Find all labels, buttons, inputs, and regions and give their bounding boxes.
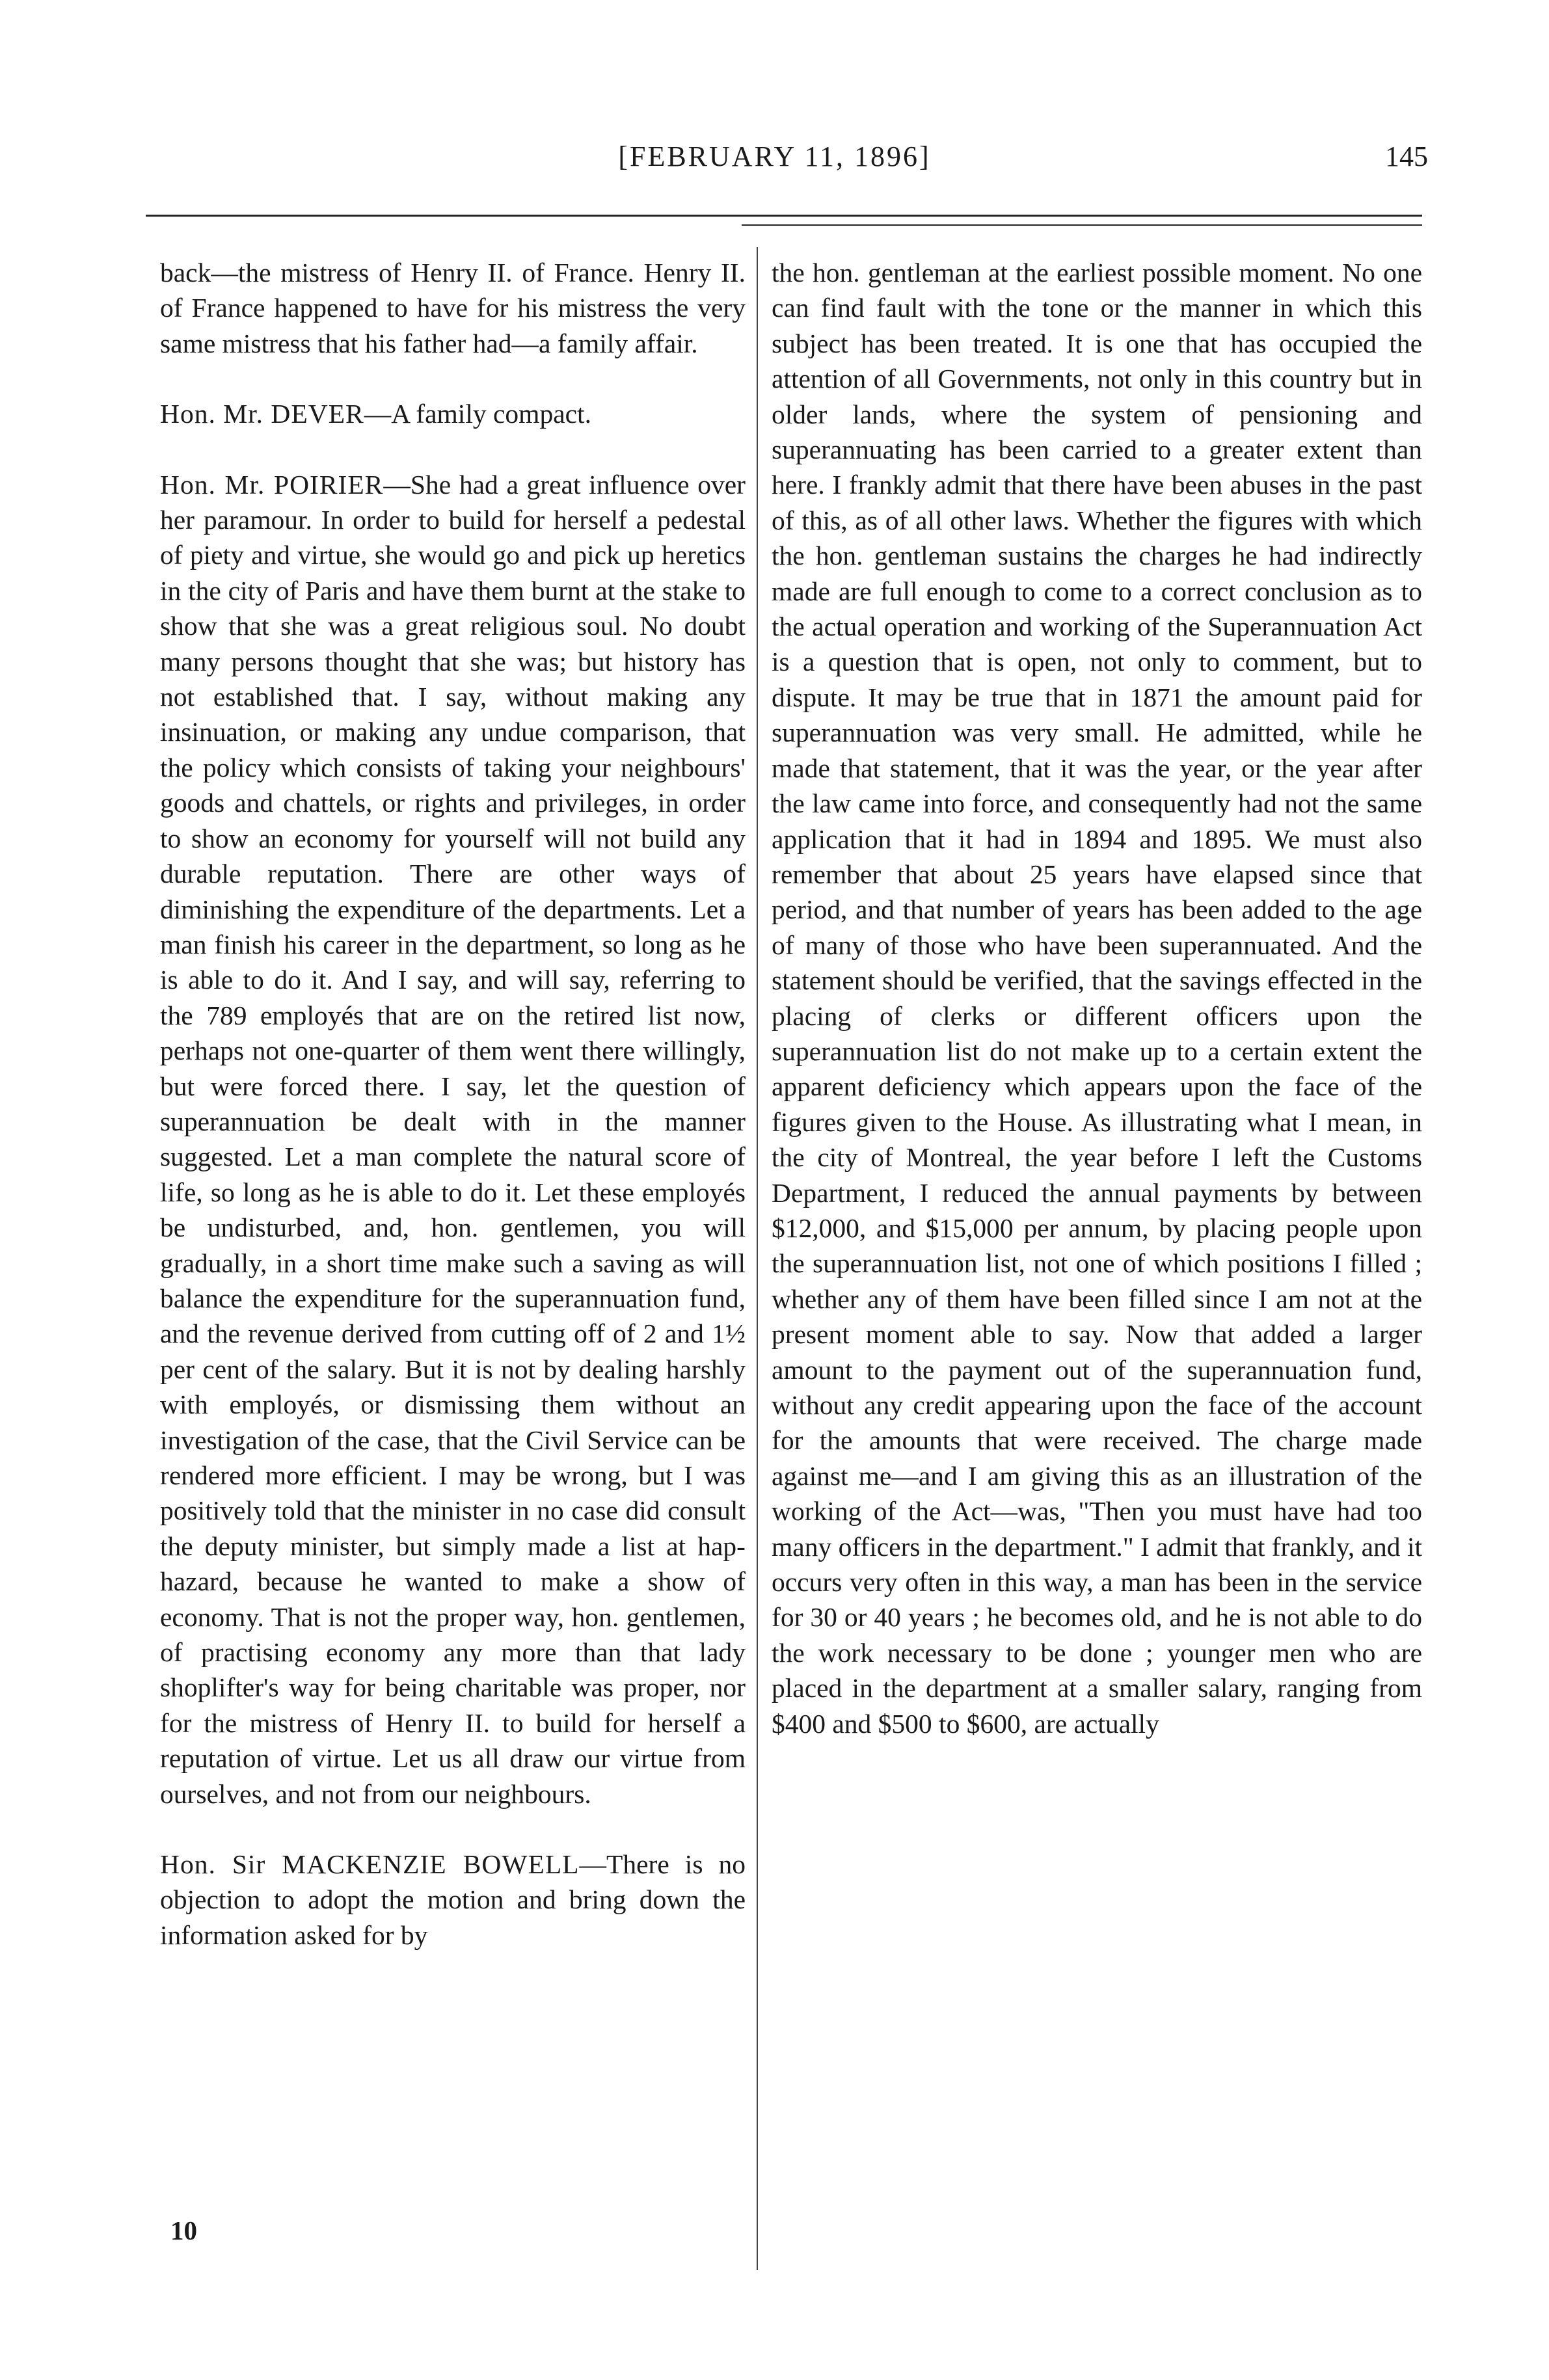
speaker-name: Hon. Mr. DEVER	[160, 399, 364, 429]
signature-mark: 10	[170, 2215, 197, 2245]
page-header	[0, 140, 1549, 185]
left-paragraph-4	[160, 1847, 746, 1953]
speech-text: —A family compact.	[364, 399, 591, 429]
column-divider	[757, 247, 758, 2270]
speech-text: —There is no objection to adopt the motion and bring down the information asked for by	[160, 1849, 746, 1950]
header-rule-short	[742, 224, 1422, 226]
header-rule	[146, 215, 1422, 217]
right-column	[772, 255, 1422, 1741]
page-date: [FEBRUARY 11, 1896]	[618, 140, 931, 172]
speaker-name: Hon. Mr. POIRIER	[160, 469, 384, 500]
right-paragraph-1: the hon. gentleman at the earliest possible moment. No one can find fault with the tone or the manner in which this subject has been treated. It is one that has occupied the attention of all Governments, not only in this country but in older lands, where the system of pensioning and superannuating has been carried to a greater extent than here. I frankly admit that there have been abuses in the past of this, as of all other laws. Whether the figures with which the hon. gentleman sustains the charges he had indirectly made are full enough to come to a correct conclusion as to the actual operation and working of the Superannuation Act is a question that is open, not only to comment, but to dispute. It may be true that in 1871 the amount paid for superannuation was very small. He admitted, while he made that statement, that it was the year, or the year after the law came into force, and consequently had not the same application that it had in 1894 and 1895. We must also remember that about 25 years have elapsed since that period, and that number of years has been added to the age of many of those who have been superannuated. And the statement should be verified, that the savings effected in the placing of clerks or different officers upon the superannuation list do not make up to a certain extent the apparent deficiency which appears upon the face of the figures given to the House. As illustrating what I mean, in the city of Montreal, the year before I left the Customs Department, I reduced the annual payments by between $12,000, and $15,000 per annum, by placing people upon the superannuation list, not one of which positions I filled ; whether any of them have been filled since I am not at the present moment able to say. Now that added a larger amount to the payment out of the superannuation fund, without any credit appearing upon the face of the account for the amounts that were received. The charge made against me—and I am giving this as an illustration of the working of the Act—was, "Then you must have had too many officers in the department." I admit that frankly, and it occurs very often in this way, a man has been in the service for 30 or 40 years ; he becomes old, and he is not able to do the work necessary to be done ; younger men who are placed in the department at a smaller salary, ranging from $400 and $500 to $600, are actually	[772, 258, 1422, 1739]
left-paragraph-2	[160, 396, 746, 431]
speech-text: —She had a great influence over her paramour. In order to build for herself a pedestal of piety and virtue, she would go and pick up heretics in the city of Paris and have them burnt at the stake to show that she was a great religious soul. No doubt many persons thought that she was; but history has not established that. I say, without making any insinuation, or making any undue comparison, that the policy which consists of taking your neighbours' goods and chattels, or rights and privileges, in order to show an economy for yourself will not build any durable reputation. There are other ways of diminishing the expenditure of the departments. Let a man finish his career in the department, so long as he is able to do it. And I say, and will say, referring to the 789 employés that are on the retired list now, perhaps not one-quarter of them went there willingly, but were forced there. I say, let the question of superannuation be dealt with in the manner suggested. Let a man complete the natural score of life, so long as he is able to do it. Let these employés be undisturbed, and, hon. gentlemen, you will gradually, in a short time make such a saving as will balance the expenditure for the superannuation fund, and the revenue derived from cutting off of 2 and 1½ per cent of the salary. But it is not by dealing harshly with employés, or dismissing them without an investigation of the case, that the Civil Service can be rendered more efficient. I may be wrong, but I was positively told that the minister in no case did consult the deputy minister, but simply made a list at hap-hazard, because he wanted to make a show of economy. That is not the proper way, hon. gentlemen, of practising economy any more than that lady shoplifter's way for being charitable was proper, nor for the mistress of Henry II. to build for herself a reputation of virtue. Let us all draw our virtue from ourselves, and not from our neighbours.	[160, 469, 746, 1809]
page-number: 145	[1385, 140, 1428, 172]
left-column	[160, 255, 746, 1953]
left-paragraph-1: back—the mistress of Henry II. of France. Henry II. of France happened to have for his mistress the very same mistress that his father had—a family affair.	[160, 258, 746, 358]
speaker-name: Hon. Sir MACKENZIE BOWELL	[160, 1849, 580, 1880]
left-paragraph-3	[160, 467, 746, 1812]
